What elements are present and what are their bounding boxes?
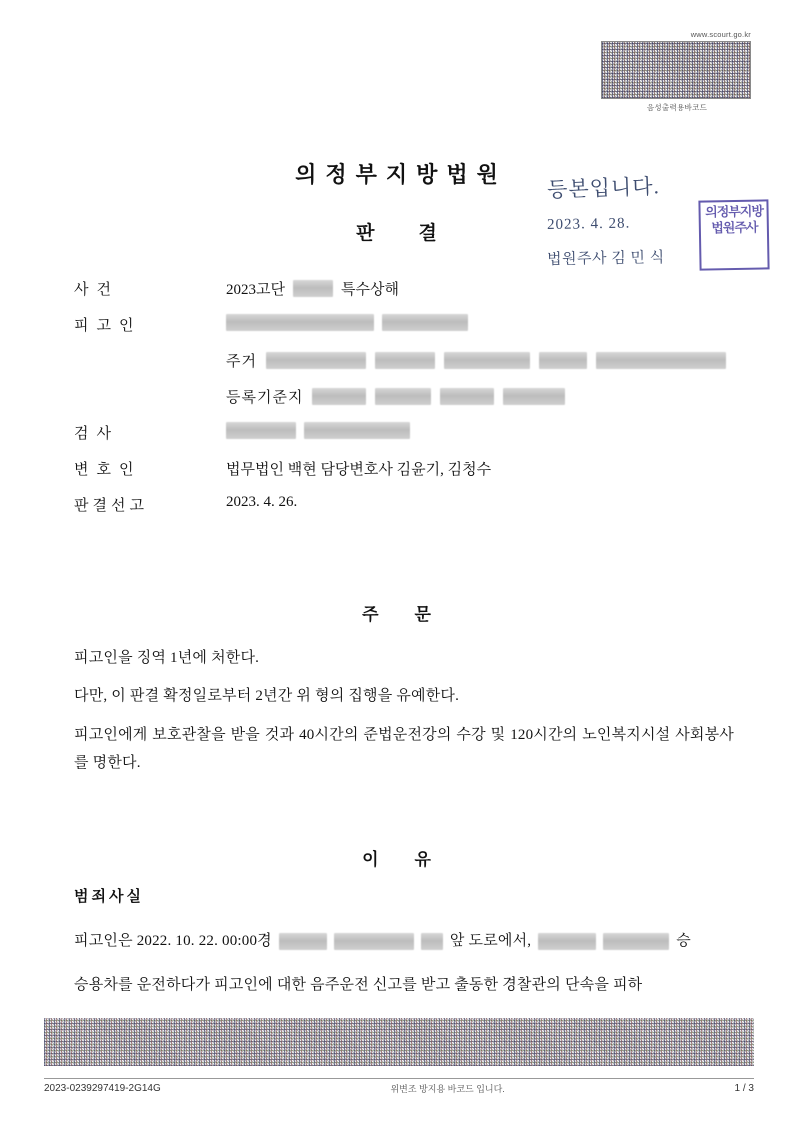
case-label: 사건 bbox=[74, 282, 119, 298]
redacted-address-2 bbox=[375, 352, 435, 369]
redacted-vehicle-1 bbox=[538, 933, 596, 950]
redacted-registry-1 bbox=[312, 388, 366, 405]
redacted-location-3 bbox=[421, 933, 443, 950]
criminal-facts-line-2: 승용차를 운전하다가 피고인에 대한 음주운전 신고를 받고 출동한 경찰관의 단속을 피하 bbox=[74, 977, 643, 993]
address-label: 주거 bbox=[226, 354, 257, 370]
reason-section-title: 이유 bbox=[362, 850, 467, 869]
court-website-url: www.scourt.go.kr bbox=[690, 30, 751, 39]
document-id: 2023-0239297419-2G14G bbox=[44, 1083, 161, 1094]
redacted-prosecutor-info bbox=[304, 422, 410, 439]
certification-statement: 등본입니다. bbox=[546, 174, 661, 203]
document-type-title: 판결 bbox=[356, 223, 481, 244]
redacted-registry-2 bbox=[375, 388, 431, 405]
redacted-registry-3 bbox=[440, 388, 494, 405]
field-row-attorney bbox=[74, 458, 734, 479]
page-footer bbox=[44, 1082, 754, 1095]
bottom-security-barcode bbox=[44, 1018, 754, 1066]
attorney-label: 변호인 bbox=[74, 462, 142, 478]
criminal-facts-text-2: 앞 도로에서, bbox=[449, 933, 532, 949]
redacted-location-1 bbox=[279, 933, 327, 950]
court-name-title: 의정부지방법원 bbox=[295, 162, 507, 187]
case-number-prefix: 2023고단 bbox=[226, 282, 285, 298]
top-barcode-block bbox=[601, 30, 753, 113]
case-field-table bbox=[74, 278, 734, 530]
case-charge: 특수상해 bbox=[340, 282, 399, 298]
judgment-date-label: 판결선고 bbox=[74, 498, 148, 514]
order-section-title: 주문 bbox=[362, 605, 467, 624]
redacted-address-4 bbox=[539, 352, 587, 369]
barcode-caption: 음성출력용바코드 bbox=[646, 103, 708, 112]
field-row-judgment-date bbox=[74, 494, 734, 515]
criminal-facts-text-1: 피고인은 2022. 10. 22. 00:00경 bbox=[74, 933, 272, 949]
court-seal-icon: 의정부지방법원주사 bbox=[698, 199, 769, 270]
order-line-3: 피고인에게 보호관찰을 받을 것과 40시간의 준법운전강의 수강 및 120시간의 노인복지시설 사회봉사를 명한다. bbox=[74, 727, 734, 771]
anti-forgery-note: 위변조 방지용 바코드 입니다. bbox=[390, 1084, 505, 1094]
redacted-vehicle-2 bbox=[603, 933, 669, 950]
redacted-case-number bbox=[293, 280, 333, 297]
prosecutor-value bbox=[226, 422, 410, 439]
footer-divider bbox=[44, 1078, 754, 1079]
redacted-address-3 bbox=[444, 352, 530, 369]
field-row-defendant bbox=[74, 314, 734, 335]
certification-date: 2023. 4. 28. bbox=[546, 215, 631, 234]
field-row-registry bbox=[74, 386, 734, 407]
attorney-value: 법무법인 백현 담당변호사 김윤기, 김청수 bbox=[226, 462, 492, 478]
redacted-registry-4 bbox=[503, 388, 565, 405]
prosecutor-label: 검사 bbox=[74, 426, 119, 442]
criminal-facts-line-1 bbox=[74, 928, 734, 956]
criminal-facts-subheading: 범죄사실 bbox=[74, 889, 144, 905]
certification-officer: 법원주사 김 민 식 bbox=[546, 249, 665, 269]
page-number: 1 / 3 bbox=[734, 1083, 754, 1094]
judgment-date-value: 2023. 4. 26. bbox=[226, 494, 298, 510]
redacted-defendant-info bbox=[382, 314, 468, 331]
defendant-value bbox=[226, 314, 468, 331]
field-row-case bbox=[74, 278, 734, 299]
audio-output-barcode-image bbox=[601, 41, 751, 99]
order-line-1: 피고인을 징역 1년에 처한다. bbox=[74, 650, 260, 666]
criminal-facts-text-tail: 승 bbox=[676, 933, 691, 949]
redacted-address-5 bbox=[596, 352, 726, 369]
field-row-address bbox=[74, 350, 734, 371]
case-value bbox=[226, 278, 399, 299]
redacted-defendant-name bbox=[226, 314, 374, 331]
redacted-location-2 bbox=[334, 933, 414, 950]
registry-label: 등록기준지 bbox=[226, 390, 304, 406]
defendant-label: 피고인 bbox=[74, 318, 142, 334]
redacted-address-1 bbox=[266, 352, 366, 369]
order-line-2: 다만, 이 판결 확정일로부터 2년간 위 형의 집행을 유예한다. bbox=[74, 688, 460, 704]
field-row-prosecutor bbox=[74, 422, 734, 443]
redacted-prosecutor-name bbox=[226, 422, 296, 439]
